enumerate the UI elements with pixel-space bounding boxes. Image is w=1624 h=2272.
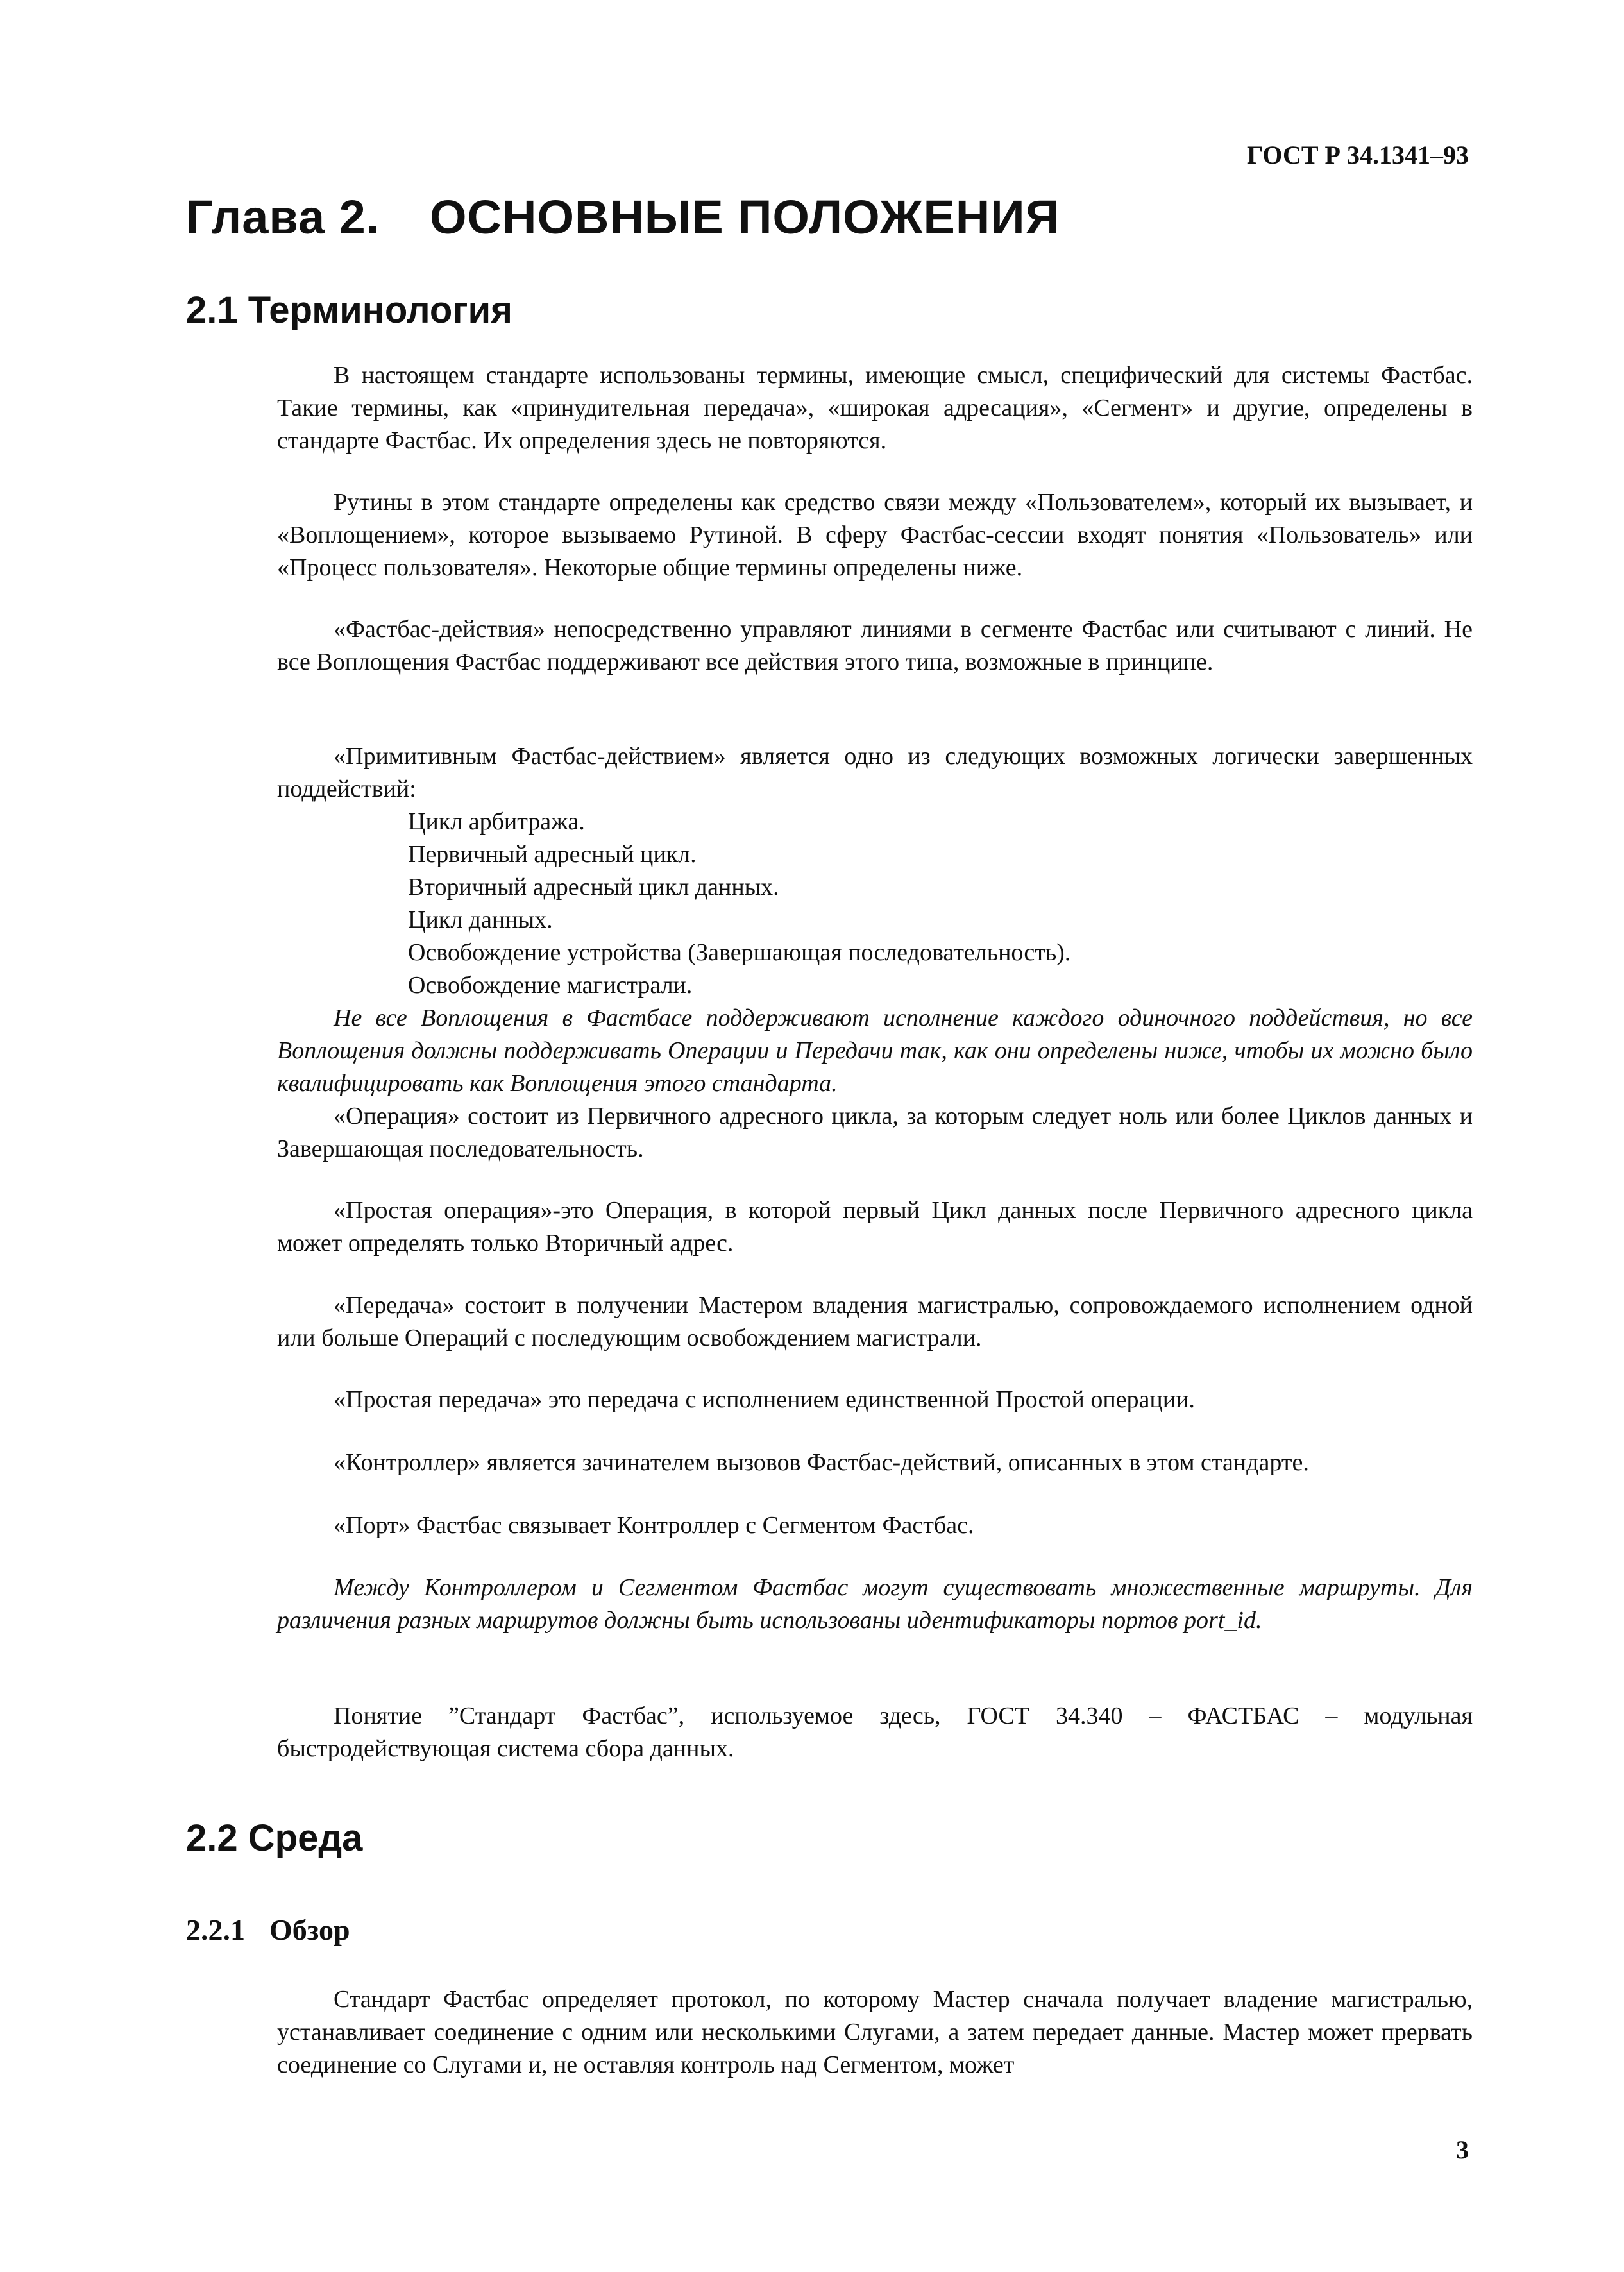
list-item: Вторичный адресный цикл данных. [408, 874, 779, 901]
section-number: 2.1 [186, 289, 238, 331]
paragraph-standard-definition: Понятие ”Стандарт Фастбас”, используемое здесь, ГОСТ 34.340 – ФАСТБАС – модульная быстродействующая система сбора данных. [277, 1702, 1473, 1762]
section-number: 2.2 [186, 1817, 238, 1859]
subsection-title: Обзор [269, 1913, 350, 1946]
paragraph-routines: Рутины в этом стандарте определены как средство связи между «Пользователем», который их вызывает, и «Воплощением», которое вызываемо Рутиной. В сферу Фастбас-сессии входят понятия «Пользователь» или «Процесс пользователя». Некоторые общие термины определены ниже. [277, 489, 1473, 581]
page-number: 3 [1456, 2135, 1469, 2164]
chapter-title: ОСНОВНЫЕ ПОЛОЖЕНИЯ [430, 191, 1060, 244]
chapter-heading [186, 190, 1060, 244]
paragraph-port: «Порт» Фастбас связывает Контроллер с Сегментом Фастбас. [334, 1512, 974, 1539]
subaction-list [408, 806, 1070, 1002]
section-heading-2-1 [186, 289, 512, 332]
paragraph-overview: Стандарт Фастбас определяет протокол, по которому Мастер сначала получает владение магистралью, устанавливает соединение с одним или несколькими Слугами, а затем передает данные. Мастер может прервать соединение со Слугами и, не оставляя контроль над Сегментом, может [277, 1986, 1473, 2078]
paragraph-terms-intro: В настоящем стандарте использованы термины, имеющие смысл, специфический для системы Фастбас. Такие термины, как «принудительная передача», «широкая адресация», «Сегмент» и другие, определены в стандарте Фастбас. Их определения здесь не повторяются. [277, 362, 1473, 454]
list-item: Освобождение магистрали. [408, 972, 693, 999]
paragraph-controller: «Контроллер» является зачинателем вызовов Фастбас-действий, описанных в этом стандарте. [334, 1449, 1309, 1476]
section-title: Среда [248, 1817, 363, 1859]
italic-note-routes: Между Контроллером и Сегментом Фастбас могут существовать множественные маршруты. Для различения разных маршрутов должны быть использованы идентификаторы портов port_id. [277, 1574, 1473, 1634]
paragraph-primitive-action: «Примитивным Фастбас-действием» является одно из следующих возможных логически завершенных поддействий: [277, 743, 1473, 802]
list-item: Цикл арбитража. [408, 808, 585, 835]
list-item: Цикл данных. [408, 906, 553, 933]
subsection-number: 2.2.1 [186, 1913, 245, 1946]
document-code: ГОСТ Р 34.1341–93 [1246, 140, 1469, 169]
paragraph-simple-transfer: «Простая передача» это передача с исполнением единственной Простой операции. [334, 1386, 1195, 1413]
list-item: Освобождение устройства (Завершающая последовательность). [408, 939, 1071, 966]
paragraph-simple-operation: «Простая операция»-это Операция, в которой первый Цикл данных после Первичного адресного цикла может определять только Вторичный адрес. [277, 1197, 1473, 1257]
section-heading-2-2 [186, 1817, 362, 1860]
paragraph-transfer: «Передача» состоит в получении Мастером владения магистралью, сопровождаемого исполнением одной или больше Операций с последующим освобождением магистрали. [277, 1292, 1473, 1352]
section-title: Терминология [248, 289, 512, 331]
paragraph-operation: «Операция» состоит из Первичного адресного цикла, за которым следует ноль или более Циклов данных и Завершающая последовательность. [277, 1103, 1473, 1162]
chapter-number: Глава 2. [186, 191, 380, 244]
subsection-heading-2-2-1 [186, 1913, 350, 1947]
italic-note-implementations: Не все Воплощения в Фастбасе поддерживают исполнение каждого одиночного поддействия, но все Воплощения должны поддерживать Операции и Передачи так, как они определены ниже, чтобы их можно было квалифицировать как Воплощения этого стандарта. [277, 1005, 1473, 1097]
list-item: Первичный адресный цикл. [408, 841, 697, 868]
paragraph-fastbus-actions: «Фастбас-действия» непосредственно управляют линиями в сегменте Фастбас или считывают с линий. Не все Воплощения Фастбас поддерживают все действия этого типа, возможные в принципе. [277, 616, 1473, 675]
